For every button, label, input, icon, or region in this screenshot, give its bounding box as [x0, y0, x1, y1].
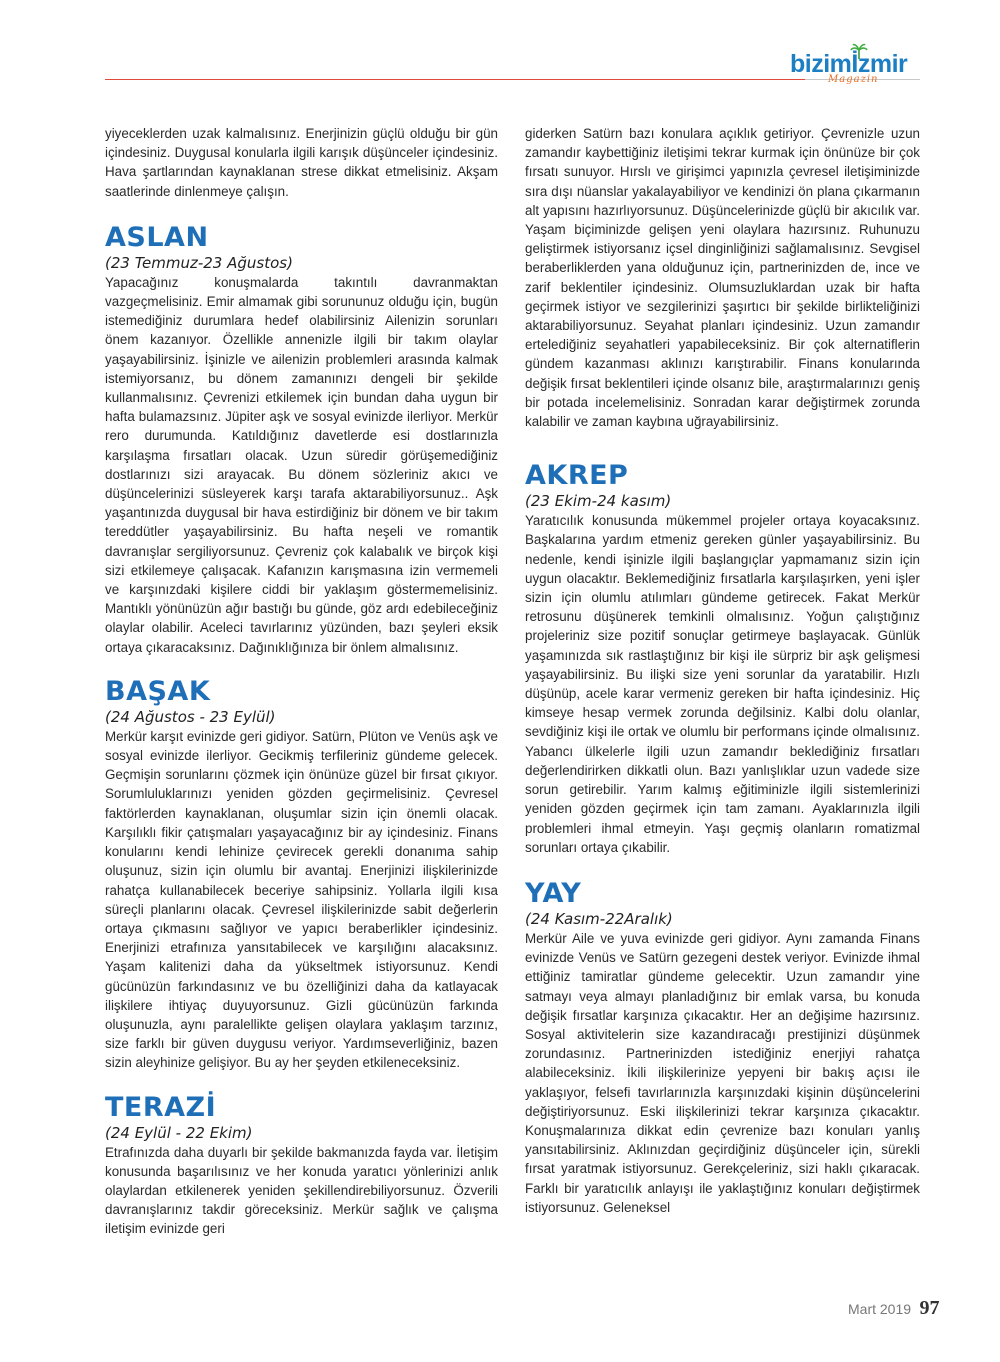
header-rule: [105, 79, 805, 80]
continued-paragraph: giderken Satürn bazı konulara açıklık getiriyor. Çevrenizle uzun zamandır kaybettiğiniz iletişimi tekrar kurmak için önünüze bir çok fırsatı sunuyor. Hırslı ve girişimci yapınızla çevresel iletişiminizde sıra dışı nüanslar yakalayabiliyor ve kendinizi ön plana çıkarmanın alt yapısını hazırlıyorsunuz. Düşüncelerinizde güçlü bir akıcılık var. Yaşam biçiminizde gelişen yeni olaylara hazırsınız. Ruhunuzu geliştirmek istiyorsanız içsel dinginliğinizi sağlamalısınız. Sevgisel beraberliklerden yana olduğunuz için, partnerinizden de, ince ve zarif beklentiler içindesiniz. Olumsuzluklardan uzak bir hafta geçirmek istiyor ve sezgilerinizi şaşırtıcı bir şekilde birlikteliğinizi aktarabiliyorsunuz. Seyahat planları içindesiniz. Uzun zamandır ertelediğiniz seyahatleri yapabileceksiniz. Bir çok alternatiflerin gündem kazanması aklınızı karıştırabilir. Finans konularında değişik fırsat beklentileri içinde olsanız bile, araştırmalarınızı geniş bir potada incelemelisiniz. Sonradan karar değiştirmek zorunda kalabilir ve zaman kaybına uğrayabilirsiniz.: [525, 126, 920, 430]
page-number: 97: [919, 1297, 940, 1319]
sign-text-akrep: Yaratıcılık konusunda mükemmel projeler ortaya koyacaksınız. Başkalarına yardım etmeniz gereken günler yaşayabilirsiniz. Bu nedenle, kendi işinizle ilgili başlangıçlar yapmamanız sizin için uygun olacaktır. Beklemediğiniz fırsatlarla karşılaşırken, yeni işler sizin için olumlu atılımları gündeme getirecek. Fakat Merkür retrosunu düşünerek temkinli olmalısınız. Yoğun çalıştığınız projeleriniz size pozitif sonuçlar getirmeye başlayacak. Günlük yaşamınızda sık rastlaştığınız bir kişi ile sürpriz bir aşk gelişmesi yaşayabilirsiniz. Bu ilişki size yeni sorunlar da yaratabilir. Hızlı düşünüp, acele karar vermeniz gereken bir hafta içindesiniz. Hiç kimseye hesap vermek zorunda değilsiniz. Kalbi dolu olanlar, sevdiğiniz kişi ile ortak ve olumlu bir performans içinde olmalısınız. Yabancı ülkelerle ilgili uzun zamandır beklediğiniz fırsatları değerlendirirken dikkatli olun. Bazı yanlışlıklar uzun vadede size sorun getirebilir. Yarım kalmış eğitiminizle ilgili sistemlerinizi yeniden gözden geçirmek için tam zamanı. Ayaklarınızla ilgili problemleri ihmal etmeyin. Yaşı geçmiş olanların romatizmal sorunları ortaya çıkabilir.: [525, 513, 920, 855]
sign-dates-akrep: (23 Ekim-24 kasım): [525, 492, 672, 511]
logo-subtitle: Magazin: [828, 74, 879, 85]
sign-dates-basak: (24 Ağustos - 23 Eylül): [105, 707, 276, 726]
sign-dates-terazi: (24 Eylül - 22 Ekim): [105, 1123, 253, 1142]
sign-title-basak: BAŞAK: [105, 675, 211, 707]
sign-text-aslan: Yapacağınız konuşmalarda takıntılı davranmaktan vazgeçmelisiniz. Emir almamak gibi sorununuz olduğu için, bugün istemediğiniz durumlara hedef olabilirsiniz Ailenizin sorunları önem kazanıyor. Özellikle annenizle ilgili bir takım olaylar yaşayabilirsiniz. İşinizle ve ailenizin problemleri arasında kalmak istemiyorsanız, bu dönem zamanınızı dengeli bir şekilde kullanmalısınız. Çevrenizi etkilemek için bundan daha uygun bir hafta bulamazsınız. Jüpiter aşk ve sosyal evinizde ilerliyor. Merkür rero durumunda. Katıldığınız davetlerde esi dostlarınızla karşılaşma fırsatları olacak. Uzun süredir görüşemediğiniz dostlarınızı sizi arayacak. Bu dönem sözleriniz akıcı ve düşüncelerinizi süsleyerek karşı tarafa aktarabiliyorsunuz.. Aşk yaşantınızda duygusal bir hava estirdiğiniz bir dönem ve bir takım tereddütler yaşayabilirsiniz. Bu hafta neşeli ve romantik davranışlar sergiliyorsunuz. Çevreniz çok kalabalık ve birçok kişi sizi etkilemeye çalışacak. Kafanızın karışmasına izin vermemeli ve karşınızdaki kişilere ciddi bir yaklaşım göstermemelisiniz. Mantıklı yönünüzün ağır bastığı bu günde, göz ardı edebileceğiniz olaylar olabilir. Aceleci tavırlarınız yüzünden, bazı şeyleri eksik ortaya çıkaracaksınız. Dağınıklığınıza bir önlem almalısınız.: [105, 274, 498, 655]
intro-paragraph: yiyeceklerden uzak kalmalısınız. Enerjinizin güçlü olduğu bir gün içindesiniz. Duygusal konularla ilgili karışık düşünceler içindesiniz. Hava şartlarından kaynaklanan strese dikkat etmelisiniz. Akşam saatlerinde dinlenmeye çalışın.: [105, 126, 498, 199]
sign-dates-aslan: (23 Temmuz-23 Ağustos): [105, 253, 293, 272]
sign-dates-yay: (24 Kasım-22Aralık): [525, 909, 673, 928]
logo-bizim: bizim: [790, 50, 852, 78]
sign-title-yay: YAY: [525, 877, 582, 909]
right-column: [525, 124, 920, 1217]
sign-title-akrep: AKREP: [525, 460, 629, 492]
sign-title-terazi: TERAZİ: [105, 1091, 217, 1123]
issue-date: Mart 2019: [848, 1301, 912, 1317]
palm-tree-icon: [850, 42, 868, 60]
sign-text-terazi: Etrafınızda daha duyarlı bir şekilde bakmanızda fayda var. İletişim konusunda başarılısınız ve her konuda yaratıcı yönlerinizi anlık olaylardan etkilenerek yeniden şekillendirebiliyorsunuz. Özverili davranışlarınız takdir göreceksiniz. Merkür sağlık ve çalışma iletişim evinizde geri: [105, 1144, 498, 1237]
sign-text-basak: Merkür karşıt evinizde geri gidiyor. Satürn, Plüton ve Venüs aşk ve sosyal evinizde ilerliyor. Gecikmiş terfileriniz gündeme gelecek. Geçmişin sorunlarını çözmek için önünüze güzel bir fırsat çıkıyor. Sorumluluklarınızı yeniden gözden geçirmelisiniz. Çevresel faktörlerden kaynaklanan, oluşumlar sizin için önemli olacak. Karşılıklı fikir çatışmaları yaşayacağınız bir ay içindesiniz. Finans konularını kendi lehinize çevirecek gerekli donanıma sahip oluşunuz, sizin için olumlu bir avantaj. Enerjinizi ilişkilerinizde rahatça kullanabilecek beceriye sahipsiniz. Yollarla ilgili kısa süreçli planlarını olacak. Çevresel ilişkilerinizde sabit değerlerin ortaya çıkmasını sağlıyor ve yapıcı beraberlikler içindesiniz. Enerjinizi etrafınıza yansıtabilecek ve karşılığını alacaksınız. Yaşam kalitenizi daha da yükseltmek istiyorsunuz. Kendi gücünüzün farkındasınız ve bu özelliğinizi daha da katlayacak ilişkilere ihtiyaç duyuyorsunuz. Gizli gücünüzün farkında oluşunuzla, aynı paralellikte gelişen olaylara yaklaşım tarzınız, size farklı bir güven duygusu veriyor. Yardımseverliğiniz, bazen sizin aleyhinize gelişiyor. Bu ay her şeyden etkileneceksiniz.: [105, 728, 498, 1071]
sign-text-yay: Merkür Aile ve yuva evinizde geri gidiyor. Aynı zamanda Finans evinizde Venüs ve Satürn gezegeni destek veriyor. Evinizde ihmal ettiğiniz tamiratlar gündeme gelecektir. Uzun zamandır yine satmayı veya almayı planladığınız bir emlak varsa, bu konuda değişik fırsatlar karşınıza çıkacaktır. Her an değişime hazırsınız. Sosyal aktivitelerin size kazandıracağı prestijinizi düşünmek zorundasınız. Partnerinizden istediğiniz enerjiyi rahatça alabileceksiniz. İkili ilişkilerinize yepyeni bir bakış açısı ile yaklaşıyor, felsefi tavırlarınızla karşınızdaki kişinin düşüncelerini değiştiriyorsunuz. Eski ilişkilerinizi tekrar karşınıza çıkacaktır. Konuşmalarınıza dikkat edin çevrenize bazı konuları yanlış yansıtabilirsiniz. Aklınızdan geçirdiğiniz düşünceler için, sürekli fırsat yaratmak istiyorsunuz. Gerekçeleriniz, sizi haklı çıkaracak. Farklı bir yaratıcılık anlayışı ile yaklaştığınız konuları değiştirmek istiyorsunuz. Geleneksel: [525, 930, 920, 1215]
magazine-logo: [790, 50, 925, 90]
logo-izmir: İzmir: [851, 50, 908, 78]
sign-title-aslan: ASLAN: [105, 221, 209, 253]
left-column: [105, 124, 498, 1239]
page-footer: [848, 1297, 940, 1320]
